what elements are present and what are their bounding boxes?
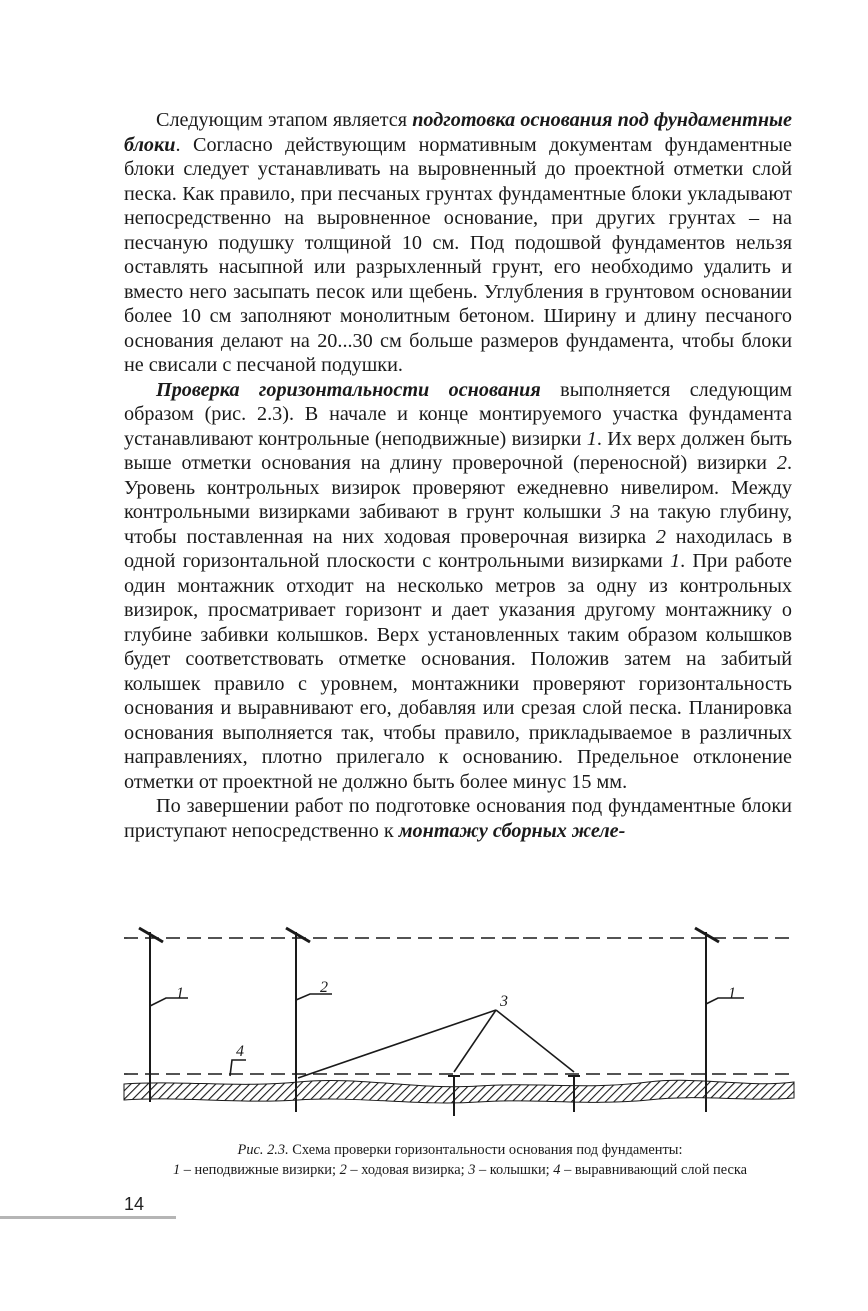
label-sand-layer: 4 <box>236 1043 244 1060</box>
caption-legend: 1 – неподвижные визирки; 2 – ходовая визирка; 3 – колышки; 4 – выравнивающий слой песка <box>172 1162 748 1178</box>
emphasis-term: Проверка горизонтальности основания <box>156 378 541 401</box>
paragraph-1: Следующим этапом является подготовка основания под фундаментные блоки. Согласно действующим нормативным документам фундаментные блоки следует устанавливать на выровненный до проектной отметки слой песка. Как правило, при песчаных грунтах фундаментные блоки укладывают непосредственно на выровненное основание, при других грунтах – на песчаную подушку толщиной 10 см. Под подошвой фундаментов нельзя оставлять насыпной или разрыхленный грунт, его необходимо удалить и вместо него засыпать песок или щебень. Углубления в грунтовом основании более 10 см заполняют монолитным бетоном. Ширину и длину песчаного основания делают на 20...30 см больше размеров фундамента, чтобы блоки не свисали с песчаной подушки. <box>124 109 792 376</box>
footer-rule <box>0 1216 176 1219</box>
fixed-sight-left <box>139 928 163 1102</box>
emphasis-term: монтажу сборных желе- <box>398 819 626 842</box>
ground-hatch <box>124 1080 794 1103</box>
figure-caption <box>110 1140 810 1180</box>
figure-2-3-diagram <box>118 918 800 1128</box>
paragraph-2: Проверка горизонтальности основания выполняется следующим образом (рис. 2.3). В начале и конце монтируемого участка фундамента устанавливают контрольные (неподвижные) визирки 1. Их верх должен быть выше отметки основания на длину проверочной (переносной) визирки 2. Уровень контрольных визирок проверяют ежедневно нивелиром. Между контрольными визирками забивают в грунт колышки 3 на такую глубину, чтобы поставленная на них ходовая проверочная визирка 2 находилась в одной горизонтальной плоскости с контрольными визирками 1. При работе один монтажник отходит на несколько метров за одну из контрольных визирок, просматривает горизонт и дает указания другому монтажнику о глубине забивки колышков. Верх установленных таким образом колышков будет соответствовать отметке основания. Положив затем на забитый колышек правило с уровнем, монтажники проверяют горизонтальность основания и выравнивают его, добавляя или срезая слой песка. Планировка основания выполняется так, чтобы правило, прикладываемое в различных направлениях, плотно прилегало к основанию. Предельное отклонение отметки от проектной не должно быть более минус 15 мм. <box>124 378 792 793</box>
label-travelling-sight: 2 <box>320 979 328 996</box>
emphasis-term: подготовка основания под фундаментные блоки <box>124 109 792 156</box>
paragraph-3: По завершении работ по подготовке основания под фундаментные блоки приступают непосредственно к монтажу сборных желе- <box>124 795 792 842</box>
label-fixed-sight-left: 1 <box>176 985 184 1002</box>
leader-lines <box>150 994 744 1078</box>
label-stakes: 3 <box>500 993 508 1010</box>
caption-title: Рис. 2.3. Схема проверки горизонтальности основания под фундаменты: <box>237 1142 683 1158</box>
page-number: 14 <box>124 1194 145 1214</box>
label-fixed-sight-right: 1 <box>728 985 736 1002</box>
body-text <box>124 108 792 843</box>
